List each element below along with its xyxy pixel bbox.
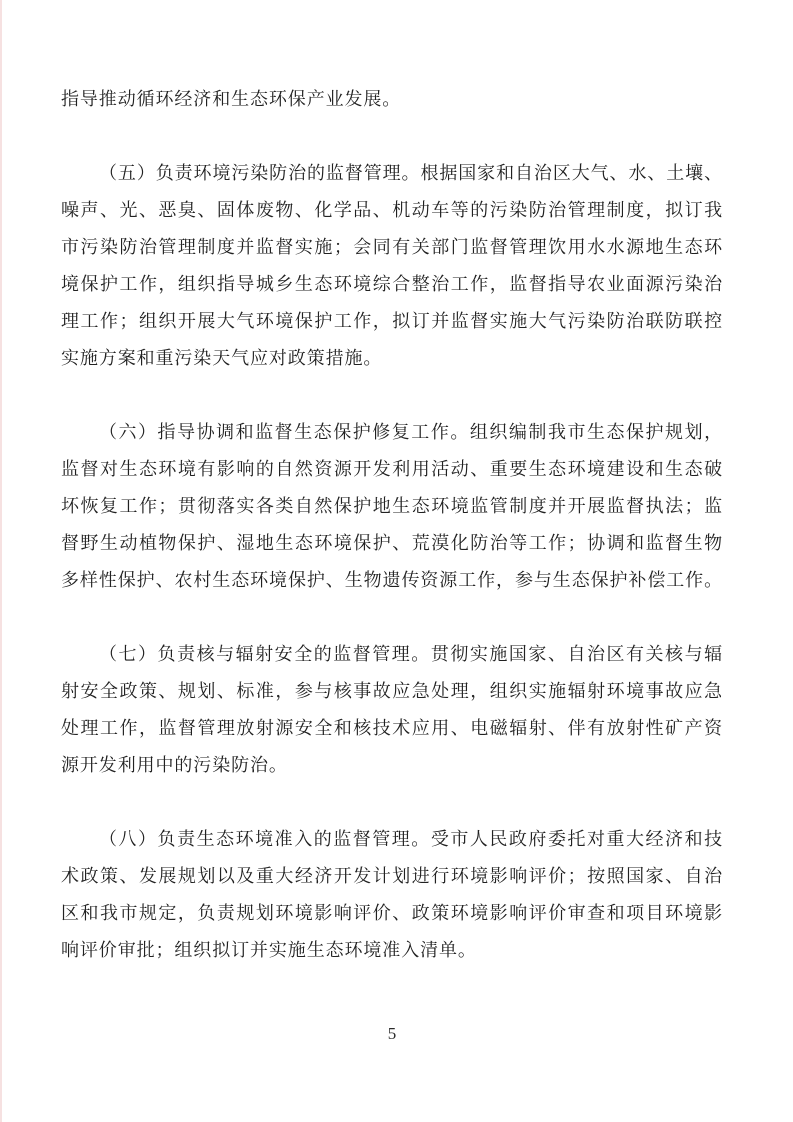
scan-edge-artifact: [0, 0, 2, 1122]
text-line: 源开发利用中的污染防治。: [61, 755, 288, 775]
text-line: 实施方案和重污染天气应对政策措施。: [61, 348, 383, 368]
document-body: [61, 81, 723, 1006]
text-line: 射安全政策、规划、标准，参与核事故应急处理，组织实施辐射环境事故应急: [61, 681, 723, 701]
paragraph-item-7: [61, 636, 723, 784]
text-line: 响评价审批；组织拟订并实施生态环境准入清单。: [61, 940, 477, 960]
paragraph-item-6: [61, 414, 723, 599]
text-line: 处理工作，监督管理放射源安全和核技术应用、电磁辐射、伴有放射性矿产资: [61, 718, 723, 738]
text-line: 区和我市规定，负责规划环境影响评价、政策环境影响评价审查和项目环境影: [61, 903, 723, 923]
text-line: 多样性保护、农村生态环境保护、生物遗传资源工作，参与生态保护补偿工作。: [61, 570, 723, 590]
text-line: （七）负责核与辐射安全的监督管理。贯彻实施国家、自治区有关核与辐: [99, 644, 723, 664]
text-line: 术政策、发展规划以及重大经济开发计划进行环境影响评价；按照国家、自治: [61, 866, 723, 886]
text-line: （八）负责生态环境准入的监督管理。受市人民政府委托对重大经济和技: [99, 829, 723, 849]
text-line: 监督对生态环境有影响的自然资源开发利用活动、重要生态环境建设和生态破: [61, 459, 723, 479]
paragraph-intro-continuation: [61, 81, 723, 118]
paragraph-item-5: [61, 155, 723, 377]
paragraph-item-8: [61, 821, 723, 969]
text-line: 督野生动植物保护、湿地生态环境保护、荒漠化防治等工作；协调和监督生物: [61, 533, 723, 553]
text-line: 市污染防治管理制度并监督实施；会同有关部门监督管理饮用水水源地生态环: [61, 237, 723, 257]
text-line: （五）负责环境污染防治的监督管理。根据国家和自治区大气、水、土壤、: [99, 163, 723, 183]
text-line: 坏恢复工作；贯彻落实各类自然保护地生态环境监管制度并开展监督执法；监: [61, 496, 723, 516]
text-line: 境保护工作，组织指导城乡生态环境综合整治工作，监督指导农业面源污染治: [61, 274, 723, 294]
text-line: （六）指导协调和监督生态保护修复工作。组织编制我市生态保护规划，: [99, 422, 723, 442]
text-line: 指导推动循环经济和生态环保产业发展。: [61, 89, 402, 109]
text-line: 噪声、光、恶臭、固体废物、化学品、机动车等的污染防治管理制度，拟订我: [61, 200, 723, 220]
text-line: 理工作；组织开展大气环境保护工作，拟订并监督实施大气污染防治联防联控: [61, 311, 723, 331]
page-number: 5: [387, 1024, 397, 1043]
